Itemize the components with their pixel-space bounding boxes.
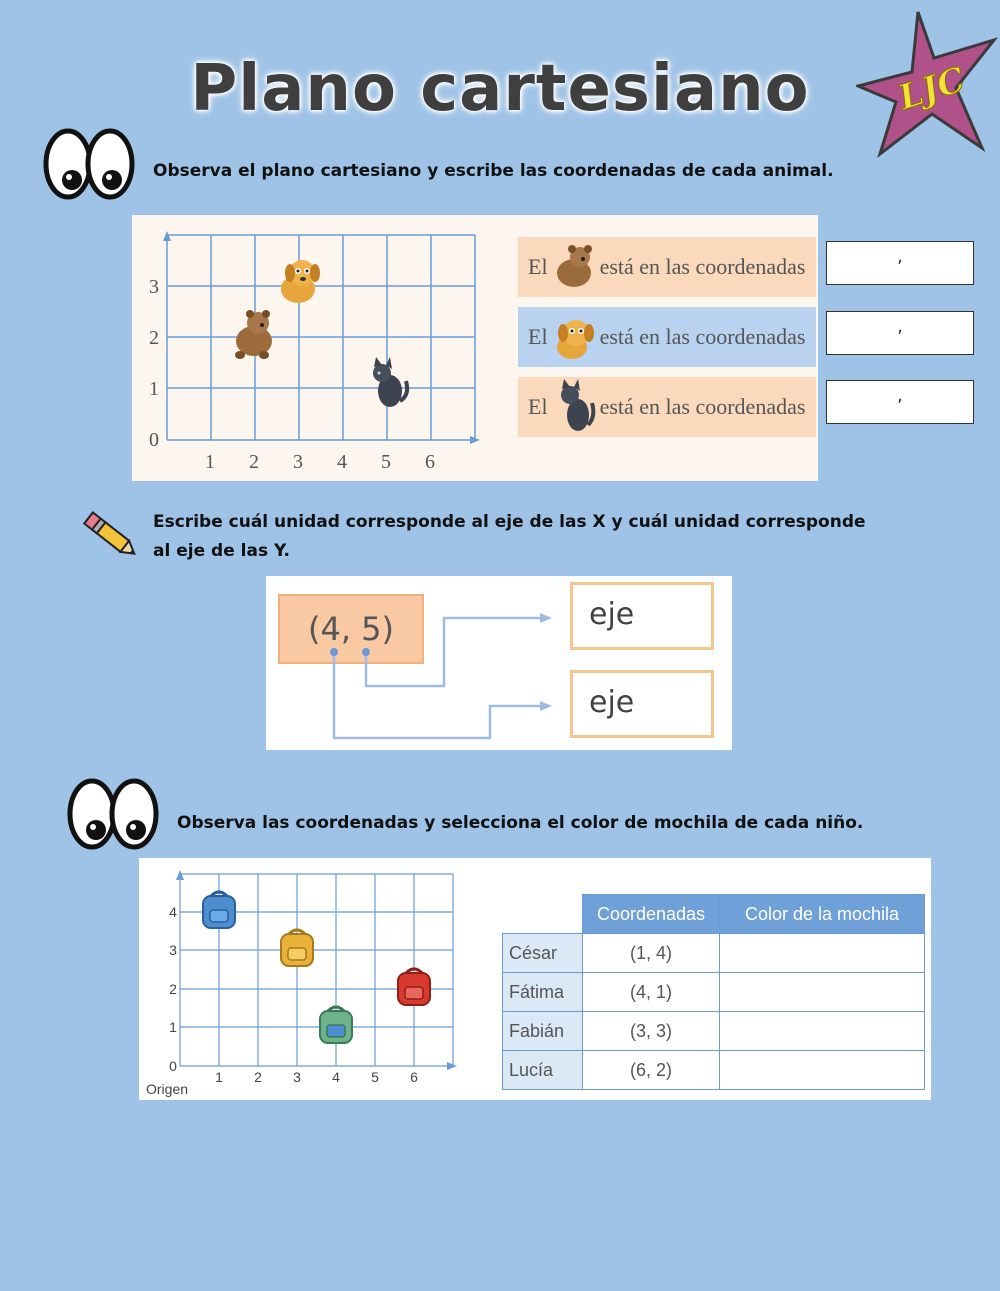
animal-row bbox=[518, 237, 816, 297]
child-coord: (3, 3) bbox=[583, 1012, 720, 1051]
header-color: Color de la mochila bbox=[720, 895, 925, 934]
x-tick: 5 bbox=[381, 451, 391, 473]
instruction-2-line1: Escribe cuál unidad corresponde al eje de las X y cuál unidad corresponde bbox=[153, 512, 866, 532]
yellow-backpack-icon bbox=[281, 930, 313, 966]
y-tick: 2 bbox=[169, 981, 177, 997]
table-row bbox=[503, 973, 925, 1012]
color-select-cell[interactable] bbox=[720, 1051, 925, 1090]
bear-icon bbox=[550, 241, 600, 293]
row-prefix: El bbox=[528, 254, 548, 279]
row-suffix: está en las coordenadas bbox=[599, 254, 806, 279]
y-tick: 4 bbox=[169, 904, 177, 920]
animal-row bbox=[518, 377, 816, 437]
y-tick: 3 bbox=[169, 942, 177, 958]
eje-label: eje bbox=[589, 597, 635, 632]
answer-comma: , bbox=[897, 246, 903, 267]
eyes-icon bbox=[42, 128, 136, 200]
eyes-icon bbox=[66, 778, 160, 850]
x-tick: 1 bbox=[205, 451, 215, 473]
color-select-cell[interactable] bbox=[720, 1012, 925, 1051]
eje-answer-box[interactable] bbox=[570, 670, 714, 738]
table-row bbox=[503, 1051, 925, 1090]
coord-answer-input[interactable] bbox=[826, 311, 974, 355]
row-prefix: El bbox=[528, 394, 548, 419]
animal-grid bbox=[132, 215, 492, 481]
animal-row bbox=[518, 307, 816, 367]
green-backpack-icon bbox=[320, 1007, 352, 1043]
y-tick: 0 bbox=[169, 1058, 177, 1074]
coord-answer-input[interactable] bbox=[826, 380, 974, 424]
star-badge bbox=[856, 10, 998, 160]
x-tick: 3 bbox=[293, 451, 303, 473]
row-suffix: está en las coordenadas bbox=[599, 324, 806, 349]
child-coord: (4, 1) bbox=[583, 973, 720, 1012]
dog-icon bbox=[550, 311, 600, 363]
y-tick: 2 bbox=[149, 327, 159, 349]
instruction-2 bbox=[153, 508, 866, 566]
x-tick: 2 bbox=[249, 451, 259, 473]
origin-label: Origen bbox=[146, 1081, 189, 1097]
color-select-cell[interactable] bbox=[720, 973, 925, 1012]
x-tick: 4 bbox=[332, 1069, 340, 1085]
pencil-icon bbox=[78, 506, 142, 566]
cat-icon bbox=[373, 357, 407, 407]
eje-label: eje bbox=[589, 685, 635, 720]
backpack-grid bbox=[139, 858, 469, 1100]
cat-icon bbox=[550, 379, 600, 435]
table-header-row bbox=[503, 895, 925, 934]
instruction-3: Observa las coordenadas y selecciona el color de mochila de cada niño. bbox=[177, 813, 864, 833]
x-tick: 3 bbox=[293, 1069, 301, 1085]
instruction-2-line2: al eje de las Y. bbox=[153, 541, 290, 561]
coord-answer-input[interactable] bbox=[826, 241, 974, 285]
child-name: Fabián bbox=[503, 1012, 583, 1051]
header-coordenadas: Coordenadas bbox=[583, 895, 720, 934]
badge-text: LJC bbox=[893, 59, 970, 119]
child-coord: (1, 4) bbox=[583, 934, 720, 973]
y-tick: 1 bbox=[149, 378, 159, 400]
pair-text: (4, 5) bbox=[307, 610, 395, 648]
x-tick: 5 bbox=[371, 1069, 379, 1085]
row-prefix: El bbox=[528, 324, 548, 349]
page-title: Plano cartesiano bbox=[190, 52, 810, 126]
y-tick: 0 bbox=[149, 429, 159, 451]
x-tick: 6 bbox=[425, 451, 435, 473]
backpack-table bbox=[502, 894, 925, 1090]
child-name: César bbox=[503, 934, 583, 973]
table-row bbox=[503, 1012, 925, 1051]
x-tick: 2 bbox=[254, 1069, 262, 1085]
child-name: Lucía bbox=[503, 1051, 583, 1090]
eje-answer-box[interactable] bbox=[570, 582, 714, 650]
child-name: Fátima bbox=[503, 973, 583, 1012]
x-tick: 4 bbox=[337, 451, 347, 473]
x-tick: 1 bbox=[215, 1069, 223, 1085]
child-coord: (6, 2) bbox=[583, 1051, 720, 1090]
y-tick: 1 bbox=[169, 1019, 177, 1035]
x-tick: 6 bbox=[410, 1069, 418, 1085]
dog-icon bbox=[281, 260, 320, 303]
table-row bbox=[503, 934, 925, 973]
blue-backpack-icon bbox=[203, 892, 235, 928]
instruction-1: Observa el plano cartesiano y escribe las coordenadas de cada animal. bbox=[153, 161, 834, 181]
color-select-cell[interactable] bbox=[720, 934, 925, 973]
bear-icon bbox=[235, 310, 272, 359]
answer-comma: , bbox=[897, 316, 903, 337]
answer-comma: , bbox=[897, 385, 903, 406]
row-suffix: está en las coordenadas bbox=[599, 394, 806, 419]
table-corner bbox=[503, 895, 583, 934]
y-tick: 3 bbox=[149, 276, 159, 298]
red-backpack-icon bbox=[398, 969, 430, 1005]
